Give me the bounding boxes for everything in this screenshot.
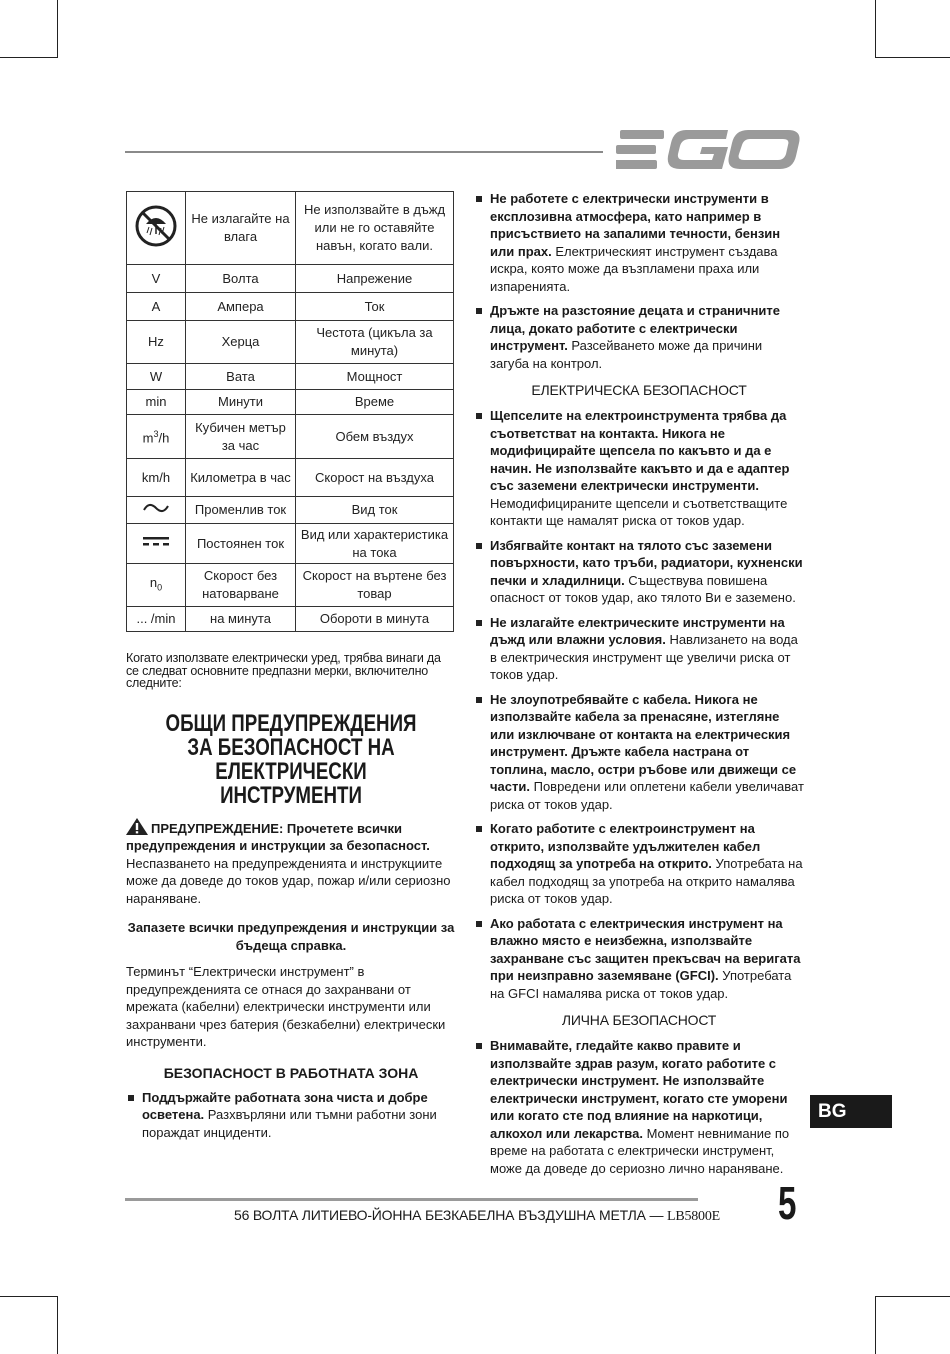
bullet-icon — [476, 308, 482, 314]
warning-paragraph — [126, 818, 456, 908]
meaning-cell: на минута — [186, 607, 296, 632]
list-item-bold: Не излагайте електрическите инструменти на дъжд или влажни условия. — [490, 614, 785, 647]
table-row — [127, 415, 454, 459]
symbol-cell — [127, 192, 186, 265]
term-paragraph: Терминът “Електрически инструмент” в предупрежденията се отнася до захранвани от мрежата (кабелни) електрически инструменти или захранвани чрез батерия (безкабелни) електрически инструменти. — [126, 964, 446, 1049]
list-item-text: Употребата на кабел подходящ за употреба на открито намалява риска от токов удар. — [490, 856, 803, 906]
table-row — [127, 192, 454, 265]
bullet-icon — [128, 1095, 134, 1101]
symbol-cell: A — [127, 293, 186, 321]
symbol-cell: W — [127, 364, 186, 390]
crop-mark — [57, 0, 58, 58]
bullet-icon — [476, 413, 482, 419]
save-note: Запазете всички предупреждения и инструкции за бъдеща справка. — [127, 920, 455, 953]
list-item-text: Немодифицираните щепсели и съответстващите контакти ще намалят риска от токов удар. — [490, 495, 788, 528]
description-cell: Скорост на въртене без товар — [296, 564, 454, 607]
work-area-heading: БЕЗОПАСНОСТ В РАБОТНАТА ЗОНА — [163, 1064, 419, 1081]
bullet-icon — [476, 196, 482, 202]
list-item-text: Разсейването може да причини загуба на контрол. — [490, 338, 763, 371]
description-cell: Обем въздух — [296, 415, 454, 459]
right-column — [474, 190, 804, 1184]
bullet-icon — [476, 921, 482, 927]
table-row — [127, 459, 454, 497]
bullet-icon — [476, 826, 482, 832]
symbol-cell — [127, 497, 186, 524]
table-row — [127, 607, 454, 632]
list-item-text: Момент невнимание по време на работата с електрически инструмент, може да доведе до сериозно лично нараняване. — [490, 1125, 790, 1176]
list-item-bold: Не работете с електрически инструменти в експлозивна атмосфера, като например в присъствието на запалими течности, бензин или прах. — [490, 191, 781, 259]
list-item-bold: Дръжте на разстояние децата и страничните лица, докато работите с електрически инструмент. — [490, 303, 781, 353]
list-item-text: Повредени или оплетени кабели увеличават риска от токов удар. — [490, 779, 804, 812]
bullet-icon — [476, 620, 482, 626]
list-item — [474, 691, 804, 814]
meaning-cell: Кубичен метър за час — [186, 415, 296, 459]
symbol-subscript: 0 — [157, 582, 163, 593]
bullet-icon — [476, 697, 482, 703]
meaning-cell: Постоянен ток — [186, 524, 296, 564]
bullet-icon — [476, 1043, 482, 1049]
personal-heading: ЛИЧНА БЕЗОПАСНОСТ — [561, 1012, 717, 1028]
description-cell: Вид или характеристика на тока — [296, 524, 454, 564]
description-cell: Скорост на въздуха — [296, 459, 454, 497]
crop-mark — [875, 0, 876, 58]
model-number: LB5800E — [666, 1209, 721, 1224]
footer-rule — [125, 1198, 698, 1201]
list-item-bold: Не злоупотребявайте с кабела. Никога не използвайте кабела за пренасяне, изтегляне или изключване от контакта на електрическия инструмент. Дръжте кабела настрана от топлина, масло, остри ръбове или движещи се части. — [490, 691, 797, 794]
table-row — [127, 497, 454, 524]
header-rule — [125, 151, 603, 153]
language-tab: BG — [810, 1095, 892, 1128]
list-item — [474, 190, 804, 295]
symbols-table — [126, 191, 454, 632]
list-item-text: Съществува повишена опасност от токов удар, ако тялото Ви е заземено. — [490, 572, 796, 605]
description-cell: Напрежение — [296, 265, 454, 293]
crop-mark — [875, 57, 950, 58]
symbol-cell: min — [127, 390, 186, 415]
footer-product-title — [234, 1207, 720, 1225]
list-item-bold: Щепселите на електроинструмента трябва да съответстват на контакта. Никога не модифицирайте щепсела по какъвто и да е начин. Не използвайте какъвто и да е адаптер със заземени електрически инструменти. — [490, 408, 790, 493]
list-item — [474, 537, 804, 607]
crop-mark — [875, 1296, 950, 1297]
symbol-superscript: 3 — [153, 429, 159, 440]
alternating-current-icon — [142, 501, 170, 515]
symbol-cell: ... /min — [127, 607, 186, 632]
list-item-bold: Когато работите с електроинструмент на открито, използвайте удължителен кабел подходящ за употреба на открито. — [490, 821, 761, 871]
table-row — [127, 321, 454, 364]
description-cell: Време — [296, 390, 454, 415]
table-row — [127, 265, 454, 293]
meaning-cell: Скорост без натоварване — [186, 564, 296, 607]
list-item-text: Електрическият инструмент създава искра, която може да възпламени праха или изпаренията. — [490, 243, 778, 294]
symbol-cell: Hz — [127, 321, 186, 364]
list-item-text: Разхвърляни или тъмни работни зони пораждат инциденти. — [142, 1107, 437, 1140]
list-item-bold: Внимавайте, гледайте какво правите и използвайте здрав разум, когато работите с електрически инструмент. Не използвайте електрически инструмент, когато сте уморени или когато сте под влияние на наркотици, алкохол или лекарства. — [490, 1038, 788, 1141]
list-item-text: Навлизането на вода в електрическия инструмент ще увеличи риска от токов удар. — [490, 632, 798, 682]
description-cell: Честота (цикъла за минута) — [296, 321, 454, 364]
description-cell: Мощност — [296, 364, 454, 390]
meaning-cell: Ампера — [186, 293, 296, 321]
description-cell: Обороти в минута — [296, 607, 454, 632]
table-row — [127, 524, 454, 564]
list-item-bold: Поддържайте работната зона чиста и добре осветена. — [142, 1089, 428, 1122]
electrical-heading: ЕЛЕКТРИЧЕСКА БЕЗОПАСНОСТ — [531, 382, 747, 398]
table-row — [127, 364, 454, 390]
meaning-cell: Не излагайте на влага — [186, 192, 296, 265]
crop-mark — [0, 57, 58, 58]
intro-paragraph: Когато използвате електрически уред, трябва винаги да се следват основните предпазни мерки, включително следните: — [126, 651, 441, 690]
meaning-cell: Херца — [186, 321, 296, 364]
list-item-bold: Избягвайте контакт на тялото със заземени повърхности, като тръби, радиатори, кухненски печки и хладилници. — [490, 537, 803, 588]
product-title: 56 ВОЛТА ЛИТИЕВО-ЙОННА БЕЗКАБЕЛНА ВЪЗДУШНА МЕТЛА — — [234, 1207, 667, 1223]
list-item — [474, 302, 804, 372]
crop-mark — [875, 1296, 876, 1354]
no-rain-icon — [134, 204, 178, 248]
symbol-base: n — [149, 574, 158, 590]
table-row — [127, 293, 454, 321]
brand-logo — [616, 128, 800, 172]
symbol-cell — [127, 415, 186, 459]
symbol-cell — [127, 524, 186, 564]
list-item — [474, 915, 804, 1003]
description-cell: Вид ток — [296, 497, 454, 524]
warning-text: Неспазването на предупрежденията и инструкциите може да доведе до токов удар, пожар и/или сериозно нараняване. — [126, 855, 451, 906]
symbol-base: m — [142, 430, 154, 446]
list-item — [474, 407, 804, 530]
symbol-cell: km/h — [127, 459, 186, 497]
crop-mark — [0, 1296, 58, 1297]
table-row — [127, 564, 454, 607]
symbol-cell — [127, 564, 186, 607]
left-column — [126, 652, 456, 1148]
list-item-bold: Ако работата с електрическия инструмент на влажно място е неизбежна, използвайте захранване със защитен прекъсвач на веригата при неизправно заземяване (GFCI). — [490, 915, 801, 983]
page-number: 5 — [778, 1177, 797, 1229]
meaning-cell: Волта — [186, 265, 296, 293]
warning-icon — [126, 818, 148, 835]
list-item-text: Употребата на GFCI намалява риска от токов удар. — [490, 968, 792, 1001]
list-item — [474, 820, 804, 908]
section-heading: ОБЩИ ПРЕДУПРЕЖДЕНИЯ ЗА БЕЗОПАСНОСТ НА ЕЛЕКТРИЧЕСКИ ИНСТРУМЕНТИ — [165, 709, 417, 809]
meaning-cell: Променлив ток — [186, 497, 296, 524]
list-item — [126, 1089, 456, 1142]
meaning-cell: Вата — [186, 364, 296, 390]
symbol-cell: V — [127, 265, 186, 293]
description-cell: Не използвайте в дъжд или не го оставяйте навън, когато вали. — [296, 192, 454, 265]
list-item — [474, 614, 804, 684]
meaning-cell: Минути — [186, 390, 296, 415]
symbol-tail: /h — [158, 430, 170, 446]
direct-current-icon — [142, 534, 170, 548]
list-item — [474, 1037, 804, 1177]
meaning-cell: Километра в час — [186, 459, 296, 497]
crop-mark — [57, 1296, 58, 1354]
description-cell: Ток — [296, 293, 454, 321]
table-row — [127, 390, 454, 415]
bullet-icon — [476, 543, 482, 549]
warning-title: ПРЕДУПРЕЖДЕНИЕ: Прочетете всички предупреждения и инструкции за безопасност. — [126, 820, 430, 853]
